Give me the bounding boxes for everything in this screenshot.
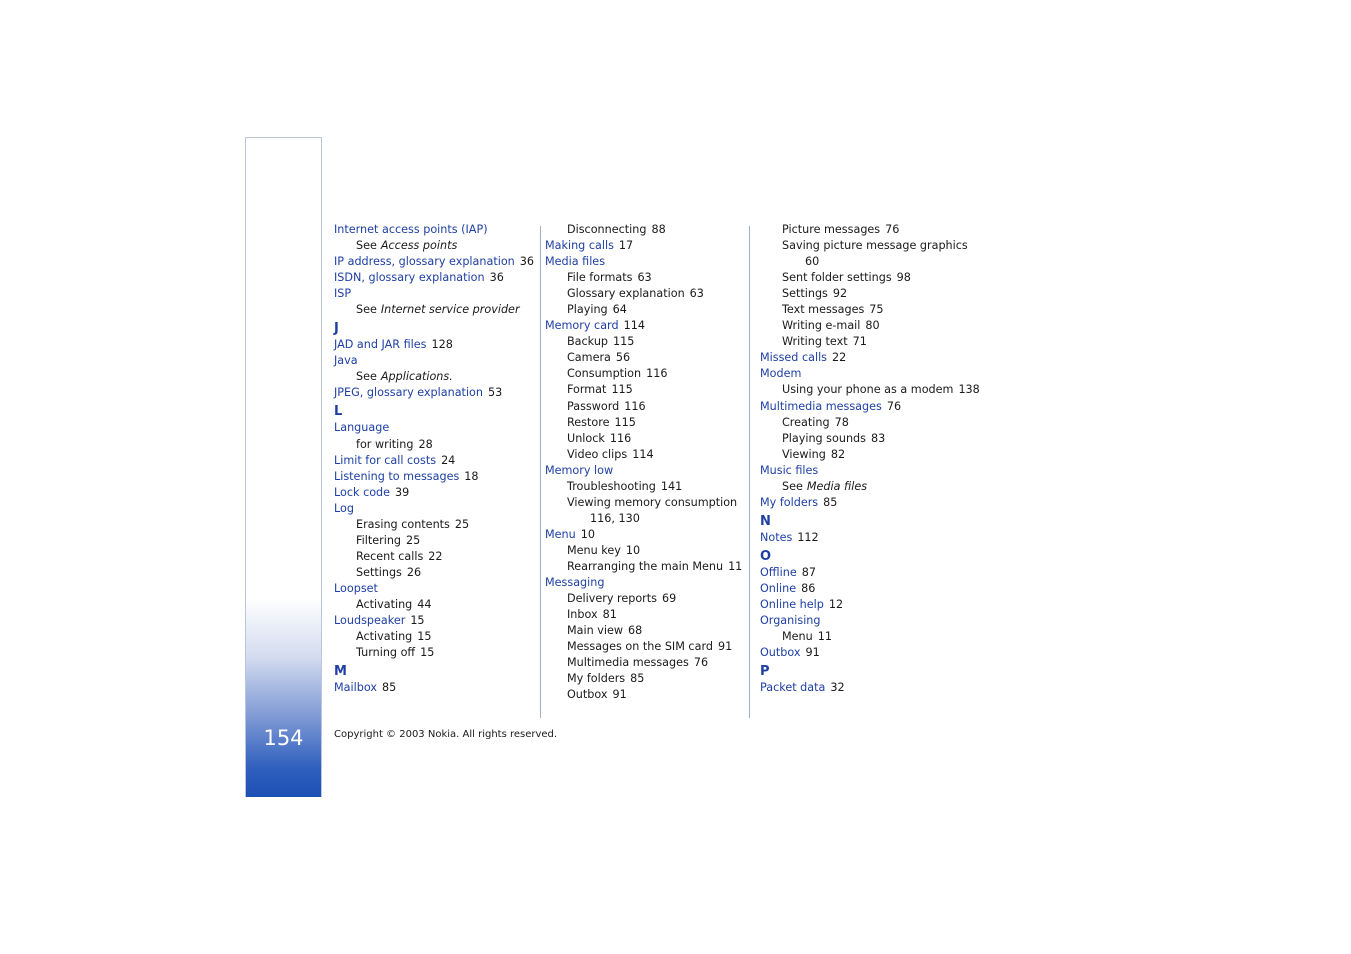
index-column-3 bbox=[760, 222, 980, 696]
index-subentry bbox=[334, 549, 534, 565]
page-reference: 87 bbox=[801, 565, 816, 579]
page-reference: 24 bbox=[441, 453, 456, 467]
index-term-link[interactable]: Messaging bbox=[545, 576, 605, 590]
see-target: Media files bbox=[806, 479, 868, 493]
subentry-text: Recent calls bbox=[356, 549, 424, 563]
index-entry bbox=[760, 366, 980, 382]
page-reference: 86 bbox=[801, 581, 816, 595]
subentry-text: Playing bbox=[567, 303, 608, 317]
index-entry bbox=[760, 581, 980, 597]
index-subentry bbox=[334, 597, 534, 613]
subentry-text: Password bbox=[567, 399, 620, 413]
index-subentry bbox=[545, 543, 742, 559]
index-term-link[interactable]: Limit for call costs bbox=[334, 453, 437, 467]
index-subentry bbox=[760, 318, 980, 334]
index-subentry bbox=[334, 437, 534, 453]
index-entry bbox=[545, 575, 742, 591]
index-subentry bbox=[545, 302, 742, 318]
page-reference: 64 bbox=[612, 303, 627, 317]
index-entry bbox=[334, 385, 534, 401]
page-reference: 11 bbox=[728, 559, 743, 573]
subentry-text: Troubleshooting bbox=[567, 479, 656, 493]
see-target: Access points bbox=[380, 239, 458, 253]
page-reference: 28 bbox=[418, 437, 433, 451]
page-reference: 39 bbox=[395, 485, 410, 499]
index-term-link[interactable]: IP address, glossary explanation bbox=[334, 255, 515, 269]
index-entry bbox=[760, 613, 980, 629]
index-subentry bbox=[545, 415, 742, 431]
page-reference: 22 bbox=[832, 351, 847, 365]
index-subentry bbox=[545, 639, 742, 655]
subentry-text: Playing sounds bbox=[782, 431, 866, 445]
index-subentry bbox=[545, 222, 742, 238]
page-reference: 15 bbox=[417, 630, 432, 644]
index-term-link[interactable]: Media files bbox=[545, 255, 606, 269]
page-reference: 114 bbox=[632, 447, 654, 461]
page-reference: 56 bbox=[615, 351, 631, 365]
index-entry bbox=[760, 645, 980, 661]
subentry-text: Viewing bbox=[782, 447, 826, 461]
subentry-text: Erasing contents bbox=[356, 517, 450, 531]
subentry-text: Saving picture message graphics bbox=[782, 239, 968, 253]
index-subentry bbox=[545, 366, 742, 382]
index-subentry bbox=[545, 671, 742, 687]
subentry-continuation: 60 bbox=[805, 255, 820, 269]
subentry-text: Activating bbox=[356, 597, 413, 611]
subentry-text: Menu key bbox=[567, 543, 621, 557]
index-subentry bbox=[760, 431, 980, 447]
page-reference: 114 bbox=[623, 319, 645, 333]
index-entry bbox=[334, 286, 534, 302]
page-reference: 76 bbox=[693, 656, 709, 670]
copyright-notice: Copyright © 2003 Nokia. All rights reserved. bbox=[334, 729, 558, 740]
page-number: 154 bbox=[263, 726, 304, 750]
index-entry bbox=[760, 680, 980, 696]
page-reference: 15 bbox=[410, 614, 425, 628]
index-subentry bbox=[545, 687, 742, 703]
index-term-link[interactable]: Outbox bbox=[760, 646, 801, 660]
page-reference: 83 bbox=[870, 431, 886, 445]
page-reference: 63 bbox=[637, 271, 652, 285]
page-reference: 116 bbox=[646, 367, 668, 381]
page-reference: 10 bbox=[625, 543, 641, 557]
index-term-link[interactable]: Online help bbox=[760, 597, 824, 611]
index-entry bbox=[334, 222, 534, 238]
subentry-text: Format bbox=[567, 383, 607, 397]
index-entry bbox=[545, 463, 742, 479]
subentry-text: Video clips bbox=[567, 447, 628, 461]
page-reference: 78 bbox=[834, 415, 849, 429]
index-entry bbox=[334, 485, 534, 501]
page-sidebar-band bbox=[245, 137, 322, 797]
index-entry bbox=[760, 495, 980, 511]
index-term-link[interactable]: ISP bbox=[334, 287, 352, 301]
index-term-link[interactable]: Menu bbox=[545, 527, 576, 541]
index-letter-heading: L bbox=[334, 404, 343, 420]
subentry-text: Activating bbox=[356, 630, 413, 644]
subentry-text: for writing bbox=[356, 437, 414, 451]
page-reference: 17 bbox=[618, 239, 634, 253]
index-term-link[interactable]: Mailbox bbox=[334, 681, 377, 695]
index-subentry bbox=[760, 270, 980, 286]
subentry-text: Writing e-mail bbox=[782, 319, 861, 333]
page-reference: 18 bbox=[464, 469, 479, 483]
index-subentry bbox=[760, 238, 980, 254]
page-reference: 92 bbox=[832, 287, 848, 301]
index-term-link[interactable]: Organising bbox=[760, 614, 821, 628]
page-reference: 22 bbox=[428, 549, 443, 563]
index-subentry bbox=[760, 415, 980, 431]
page-reference: 75 bbox=[869, 303, 884, 317]
subentry-continuation: 116, 130 bbox=[590, 511, 640, 525]
page-reference: 141 bbox=[660, 479, 683, 493]
index-subentry bbox=[545, 286, 742, 302]
index-see-reference bbox=[334, 369, 534, 385]
subentry-text: Menu bbox=[782, 630, 813, 644]
index-subentry bbox=[334, 629, 534, 645]
page-reference: 91 bbox=[612, 688, 627, 702]
index-subentry bbox=[760, 629, 980, 645]
subentry-text: Rearranging the main Menu bbox=[567, 559, 724, 573]
subentry-text: Main view bbox=[567, 624, 624, 638]
subentry-text: Backup bbox=[567, 335, 609, 349]
index-entry bbox=[334, 613, 534, 629]
see-label: See bbox=[356, 303, 377, 317]
index-subentry bbox=[334, 517, 534, 533]
index-term-link[interactable]: My folders bbox=[760, 495, 819, 509]
index-letter-heading: O bbox=[760, 548, 772, 564]
index-entry bbox=[334, 469, 534, 485]
page-reference: 81 bbox=[602, 608, 617, 622]
index-letter-heading: N bbox=[760, 513, 771, 529]
index-subentry bbox=[334, 645, 534, 661]
index-see-reference bbox=[760, 479, 980, 495]
index-see-reference bbox=[334, 238, 534, 254]
index-entry bbox=[334, 353, 534, 369]
page-reference: 71 bbox=[852, 335, 867, 349]
see-target: Internet service provider bbox=[380, 303, 520, 317]
index-term-link[interactable]: Java bbox=[334, 354, 358, 368]
index-letter-heading: P bbox=[760, 664, 770, 680]
index-column-1 bbox=[334, 222, 534, 696]
index-entry bbox=[760, 399, 980, 415]
subentry-text: Writing text bbox=[782, 335, 848, 349]
index-term-link[interactable]: Lock code bbox=[334, 485, 391, 499]
column-divider bbox=[749, 226, 750, 718]
index-subentry bbox=[334, 565, 534, 581]
subentry-text: Delivery reports bbox=[567, 592, 657, 606]
index-entry bbox=[334, 501, 534, 517]
index-subentry bbox=[334, 533, 534, 549]
index-term-link[interactable]: Music files bbox=[760, 463, 819, 477]
page-reference: 88 bbox=[651, 223, 666, 236]
index-term-link[interactable]: Multimedia messages bbox=[760, 399, 882, 413]
index-subentry bbox=[545, 270, 742, 286]
index-term-link[interactable]: Modem bbox=[760, 367, 802, 381]
page-reference: 91 bbox=[805, 646, 820, 660]
index-entry bbox=[545, 238, 742, 254]
index-term-link[interactable]: JAD and JAR files bbox=[334, 338, 427, 352]
index-term-link[interactable]: Notes bbox=[760, 530, 793, 544]
subentry-text: Outbox bbox=[567, 688, 608, 702]
index-subentry bbox=[545, 447, 742, 463]
page-reference: 128 bbox=[431, 338, 453, 352]
index-entry bbox=[545, 527, 742, 543]
index-term-link[interactable]: JPEG, glossary explanation bbox=[334, 386, 483, 400]
page-reference: 12 bbox=[828, 597, 844, 611]
page-reference: 85 bbox=[381, 681, 397, 695]
see-label: See bbox=[356, 370, 377, 384]
index-term-link[interactable]: Missed calls bbox=[760, 351, 828, 365]
page-reference: 44 bbox=[417, 597, 432, 611]
page-reference: 26 bbox=[406, 565, 422, 579]
index-subentry bbox=[545, 623, 742, 639]
index-subentry bbox=[545, 607, 742, 623]
page-reference: 112 bbox=[797, 530, 819, 544]
page-reference: 69 bbox=[662, 592, 677, 606]
subentry-text: Disconnecting bbox=[567, 223, 647, 236]
index-subentry bbox=[760, 334, 980, 350]
subentry-text: Viewing memory consumption bbox=[567, 495, 738, 509]
index-subentry bbox=[760, 302, 980, 318]
page-reference: 76 bbox=[886, 399, 902, 413]
index-letter-heading: M bbox=[334, 664, 347, 680]
see-label: See bbox=[356, 239, 377, 253]
page-reference: 82 bbox=[830, 447, 846, 461]
subentry-text: Creating bbox=[782, 415, 830, 429]
page-reference: 116 bbox=[624, 399, 646, 413]
index-term-link[interactable]: Memory low bbox=[545, 463, 614, 477]
subentry-text: Messages on the SIM card bbox=[567, 640, 713, 654]
page-reference: 80 bbox=[865, 319, 880, 333]
subentry-text: Settings bbox=[782, 287, 828, 301]
page-reference: 98 bbox=[896, 271, 911, 285]
index-entry bbox=[334, 254, 534, 270]
index-term-link[interactable]: Offline bbox=[760, 565, 797, 579]
subentry-text: Picture messages bbox=[782, 223, 881, 236]
index-term-link[interactable]: Packet data bbox=[760, 681, 826, 695]
subentry-text: Sent folder settings bbox=[782, 271, 892, 285]
page-reference: 36 bbox=[489, 271, 504, 285]
index-entry bbox=[545, 254, 742, 270]
index-entry bbox=[334, 270, 534, 286]
index-term-link[interactable]: Listening to messages bbox=[334, 469, 460, 483]
page-reference: 32 bbox=[830, 681, 845, 695]
index-column-2 bbox=[545, 222, 742, 703]
page-reference: 36 bbox=[519, 255, 535, 269]
index-subentry bbox=[545, 431, 742, 447]
index-subentry bbox=[545, 479, 742, 495]
subentry-text: Glossary explanation bbox=[567, 287, 685, 301]
index-subentry bbox=[545, 382, 742, 398]
index-see-reference bbox=[334, 302, 534, 318]
index-subentry bbox=[760, 447, 980, 463]
subentry-text: Filtering bbox=[356, 533, 402, 547]
index-subentry bbox=[545, 350, 742, 366]
page-reference: 76 bbox=[885, 223, 900, 236]
page-reference: 25 bbox=[406, 533, 421, 547]
index-entry bbox=[334, 680, 534, 696]
index-entry bbox=[760, 565, 980, 581]
index-subentry bbox=[545, 495, 742, 511]
page-reference: 115 bbox=[613, 335, 635, 349]
page-reference: 91 bbox=[717, 640, 733, 654]
index-term-link[interactable]: ISDN, glossary explanation bbox=[334, 271, 485, 285]
index-entry bbox=[334, 420, 534, 436]
subentry-text: File formats bbox=[567, 271, 633, 285]
index-entry bbox=[334, 453, 534, 469]
index-subentry bbox=[545, 655, 742, 671]
subentry-text: Consumption bbox=[567, 367, 642, 381]
index-term-link[interactable]: Online bbox=[760, 581, 797, 595]
see-target: Applications. bbox=[380, 370, 453, 384]
index-entry bbox=[334, 581, 534, 597]
subentry-text: Turning off bbox=[356, 646, 416, 660]
index-subentry bbox=[545, 399, 742, 415]
page-reference: 116 bbox=[609, 431, 632, 445]
subentry-text: Text messages bbox=[782, 303, 865, 317]
subentry-text: Unlock bbox=[567, 431, 605, 445]
index-term-link[interactable]: Memory card bbox=[545, 319, 619, 333]
subentry-text: Using your phone as a modem bbox=[782, 383, 954, 397]
page-reference: 85 bbox=[823, 495, 838, 509]
index-entry bbox=[545, 318, 742, 334]
subentry-text: Camera bbox=[567, 351, 611, 365]
index-entry bbox=[760, 350, 980, 366]
index-term-link[interactable]: Internet access points (IAP) bbox=[334, 223, 488, 236]
index-term-link[interactable]: Making calls bbox=[545, 239, 614, 253]
page-reference: 15 bbox=[420, 646, 435, 660]
subentry-text: Inbox bbox=[567, 608, 598, 622]
page-reference: 10 bbox=[580, 527, 595, 541]
page-reference: 68 bbox=[628, 624, 643, 638]
subentry-text: Multimedia messages bbox=[567, 656, 689, 670]
index-entry bbox=[760, 463, 980, 479]
index-subentry bbox=[760, 382, 980, 398]
index-entry bbox=[760, 597, 980, 613]
page-reference: 115 bbox=[614, 415, 636, 429]
page-reference: 115 bbox=[611, 383, 633, 397]
index-entry bbox=[760, 530, 980, 546]
subentry-text: Settings bbox=[356, 565, 402, 579]
index-term-link[interactable]: Language bbox=[334, 421, 390, 435]
subentry-text: My folders bbox=[567, 672, 626, 686]
column-divider bbox=[540, 226, 541, 718]
index-subentry bbox=[545, 559, 742, 575]
page-reference: 63 bbox=[689, 287, 704, 301]
page-reference: 53 bbox=[488, 386, 503, 400]
index-letter-heading: J bbox=[334, 321, 339, 337]
index-subentry bbox=[545, 334, 742, 350]
index-subentry bbox=[760, 222, 980, 238]
index-subentry bbox=[545, 591, 742, 607]
page-reference: 85 bbox=[630, 672, 645, 686]
page-reference: 11 bbox=[817, 630, 832, 644]
page-reference: 138 bbox=[958, 383, 980, 397]
page-reference: 25 bbox=[454, 517, 470, 531]
subentry-text: Restore bbox=[567, 415, 610, 429]
index-term-link[interactable]: Loopset bbox=[334, 581, 378, 595]
see-label: See bbox=[782, 479, 803, 493]
index-subentry bbox=[760, 286, 980, 302]
index-term-link[interactable]: Loudspeaker bbox=[334, 614, 406, 628]
index-term-link[interactable]: Log bbox=[334, 501, 354, 515]
index-entry bbox=[334, 337, 534, 353]
